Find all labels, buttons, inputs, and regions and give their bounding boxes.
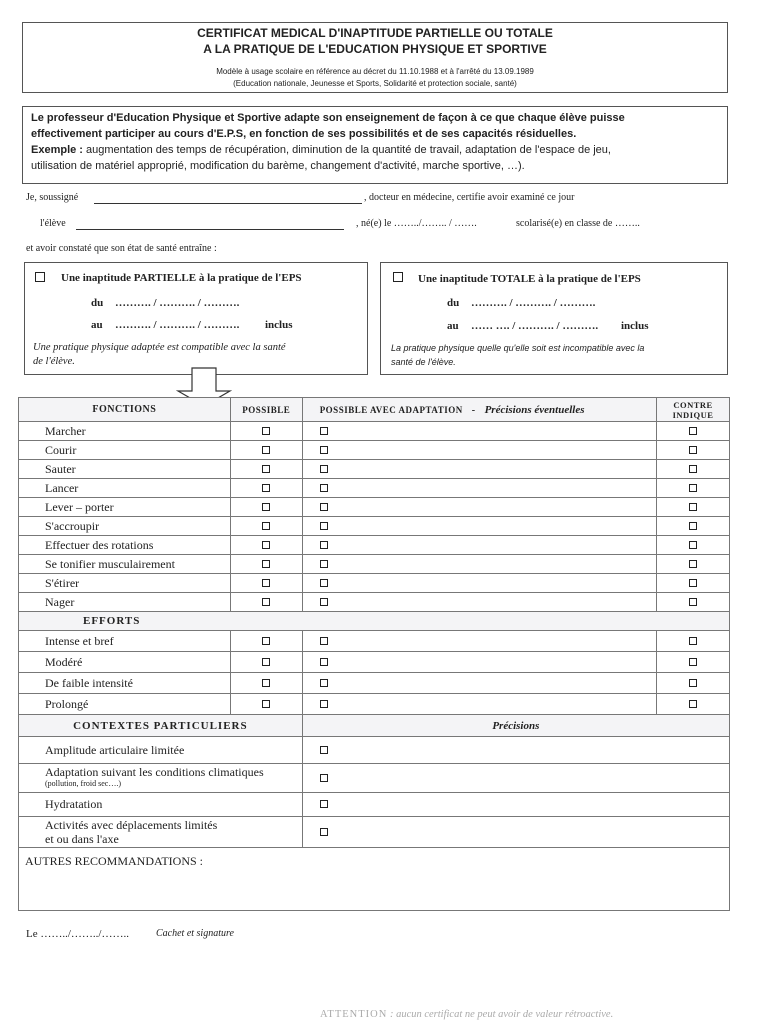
- contexte-label: Amplitude articulaire limitée: [19, 737, 303, 764]
- col-fonctions: FONCTIONS: [19, 398, 231, 422]
- intro-line3-text: augmentation des temps de récupération, diminution de la quantité de travail, adaptation de l'espace de jeu,: [82, 144, 611, 156]
- possible-cell: [230, 652, 302, 673]
- possible-checkbox[interactable]: [262, 658, 270, 666]
- col-adaptation-cell: [302, 398, 656, 422]
- adaptation-cell[interactable]: [302, 631, 656, 652]
- adaptation-cell[interactable]: [302, 498, 656, 517]
- adaptation-cell[interactable]: [302, 555, 656, 574]
- totale-inclus: inclus: [621, 320, 649, 332]
- adaptation-checkbox[interactable]: [320, 658, 328, 666]
- contre-indique-checkbox[interactable]: [689, 637, 697, 645]
- efforts-section-row: [19, 612, 730, 631]
- contexte-row-hydratation: [19, 793, 730, 817]
- contexte-deplacement-line2: et ou dans l'axe: [45, 832, 119, 846]
- possible-cell: [230, 460, 302, 479]
- possible-cell: [230, 555, 302, 574]
- efforts-title: EFFORTS: [19, 612, 730, 631]
- col-separator: -: [471, 405, 476, 416]
- totale-au-value[interactable]: …… …. / ………. / ……….: [471, 320, 599, 332]
- possible-checkbox[interactable]: [262, 637, 270, 645]
- adaptation-checkbox[interactable]: [320, 598, 328, 606]
- possible-checkbox[interactable]: [262, 522, 270, 530]
- possible-checkbox[interactable]: [262, 465, 270, 473]
- efforts-body: [19, 631, 730, 715]
- possible-cell: [230, 498, 302, 517]
- table-row: [19, 498, 730, 517]
- fonctions-body: [19, 422, 730, 612]
- adaptation-cell[interactable]: [302, 652, 656, 673]
- adaptation-checkbox[interactable]: [320, 484, 328, 492]
- date-field[interactable]: Le ……../……../……..: [26, 928, 129, 940]
- header-box: [22, 22, 728, 93]
- row-label: Marcher: [19, 422, 231, 441]
- attention-note: [320, 1009, 613, 1020]
- row-label: Effectuer des rotations: [19, 536, 231, 555]
- table-row: [19, 555, 730, 574]
- contexte-climat-line2: (pollution, froid sec….): [45, 779, 121, 788]
- adaptation-cell[interactable]: [302, 479, 656, 498]
- contre-indique-cell: [657, 593, 730, 612]
- adaptation-cell[interactable]: [302, 574, 656, 593]
- table-row: [19, 652, 730, 673]
- totale-note-line1: La pratique physique quelle qu'elle soit est incompatible avec la: [391, 343, 645, 353]
- totale-note-line2: santé de l'élève.: [391, 357, 456, 367]
- contexte-check-cell: [302, 764, 729, 793]
- row-label: Modéré: [19, 652, 231, 673]
- adaptation-cell[interactable]: [302, 517, 656, 536]
- contre-indique-cell: [657, 555, 730, 574]
- contextes-section-row: [19, 715, 730, 737]
- possible-checkbox[interactable]: [262, 679, 270, 687]
- partielle-box: [24, 262, 368, 375]
- row-label: Lancer: [19, 479, 231, 498]
- contre-indique-checkbox[interactable]: [689, 427, 697, 435]
- partielle-du-value[interactable]: ………. / ………. / ……….: [115, 297, 240, 309]
- contexte-row-deplacement: [19, 817, 730, 848]
- constate-text: et avoir constaté que son état de santé entraîne :: [26, 243, 217, 254]
- possible-checkbox[interactable]: [262, 446, 270, 454]
- fonctions-table: [18, 397, 730, 911]
- possible-checkbox[interactable]: [262, 700, 270, 708]
- adaptation-checkbox[interactable]: [320, 541, 328, 549]
- contextes-title: CONTEXTES PARTICULIERS: [19, 715, 303, 737]
- table-row: [19, 593, 730, 612]
- partielle-au-label: au: [91, 319, 103, 331]
- contre-indique-checkbox[interactable]: [689, 541, 697, 549]
- contre-indique-checkbox[interactable]: [689, 579, 697, 587]
- attention-label: ATTENTION: [320, 1009, 388, 1020]
- col-precisions: Précisions éventuelles: [484, 404, 585, 416]
- contexte-row-climat: [19, 764, 730, 793]
- adaptation-cell[interactable]: [302, 694, 656, 715]
- possible-checkbox[interactable]: [262, 579, 270, 587]
- partielle-note-line2: de l'élève.: [33, 356, 75, 367]
- col-contre-line2: INDIQUE: [672, 409, 714, 420]
- adaptation-checkbox[interactable]: [320, 637, 328, 645]
- row-label: Prolongé: [19, 694, 231, 715]
- contexte-checkbox-climat[interactable]: [320, 774, 328, 782]
- contre-indique-checkbox[interactable]: [689, 658, 697, 666]
- example-label: Exemple :: [31, 144, 83, 156]
- contre-indique-checkbox[interactable]: [689, 503, 697, 511]
- contre-indique-checkbox[interactable]: [689, 679, 697, 687]
- possible-cell: [230, 422, 302, 441]
- title-line1: CERTIFICAT MEDICAL D'INAPTITUDE PARTIELLE OU TOTALE: [197, 26, 553, 40]
- row-label: Intense et bref: [19, 631, 231, 652]
- table-row: [19, 574, 730, 593]
- contexte-checkbox-amplitude[interactable]: [320, 746, 328, 754]
- partielle-note-line1: Une pratique physique adaptée est compatible avec la santé: [33, 342, 286, 353]
- possible-cell: [230, 441, 302, 460]
- possible-checkbox[interactable]: [262, 541, 270, 549]
- row-label: Sauter: [19, 460, 231, 479]
- contexte-deplacement-line1: Activités avec déplacements limités: [45, 818, 218, 832]
- docteur-text: , docteur en médecine, certifie avoir examiné ce jour: [364, 192, 575, 203]
- nee-text: , né(e) le ……../…….. / …….: [356, 218, 477, 229]
- subtitle-line1: Modèle à usage scolaire en référence au décret du 11.10.1988 et à l'arrêté du 13.09.1989: [216, 67, 534, 76]
- col-contre-line1: CONTRE: [673, 399, 713, 410]
- contre-indique-checkbox[interactable]: [689, 560, 697, 568]
- contexte-checkbox-deplacement[interactable]: [320, 828, 328, 836]
- scolarise-text: scolarisé(e) en classe de ……..: [516, 218, 640, 229]
- partielle-checkbox[interactable]: [35, 272, 45, 282]
- totale-box: [380, 262, 728, 375]
- autres-row: [19, 848, 730, 911]
- contre-indique-checkbox[interactable]: [689, 598, 697, 606]
- contre-indique-cell: [657, 498, 730, 517]
- contexte-row-amplitude: [19, 737, 730, 764]
- contexte-checkbox-hydratation[interactable]: [320, 800, 328, 808]
- table-row: [19, 673, 730, 694]
- possible-checkbox[interactable]: [262, 560, 270, 568]
- adaptation-cell[interactable]: [302, 460, 656, 479]
- table-row: [19, 479, 730, 498]
- intro-box: [22, 106, 728, 184]
- soussigne-label: Je, soussigné: [26, 192, 79, 203]
- contre-indique-cell: [657, 479, 730, 498]
- contexte-check-cell: [302, 737, 729, 764]
- adaptation-cell[interactable]: [302, 593, 656, 612]
- attention-text: : aucun certificat ne peut avoir de valeur rétroactive.: [387, 1009, 614, 1020]
- row-label: De faible intensité: [19, 673, 231, 694]
- adaptation-cell[interactable]: [302, 441, 656, 460]
- partielle-du-label: du: [91, 297, 104, 309]
- soussigne-field[interactable]: [94, 203, 362, 204]
- contre-indique-checkbox[interactable]: [689, 446, 697, 454]
- title-line2: A LA PRATIQUE DE L'EDUCATION PHYSIQUE ET SPORTIVE: [203, 42, 547, 56]
- possible-cell: [230, 536, 302, 555]
- partielle-inclus: inclus: [265, 319, 293, 331]
- contexte-climat-line1: Adaptation suivant les conditions climatiques: [45, 765, 264, 779]
- totale-checkbox[interactable]: [393, 272, 403, 282]
- row-label: Nager: [19, 593, 231, 612]
- contexte-check-cell: [302, 793, 729, 817]
- adaptation-checkbox[interactable]: [320, 679, 328, 687]
- adaptation-checkbox[interactable]: [320, 465, 328, 473]
- contextes-precisions: Précisions: [302, 715, 729, 737]
- possible-cell: [230, 673, 302, 694]
- autres-label: AUTRES RECOMMANDATIONS :: [25, 854, 204, 868]
- contre-indique-cell: [657, 673, 730, 694]
- autres-recommandations-field[interactable]: [19, 848, 730, 911]
- possible-cell: [230, 694, 302, 715]
- adaptation-checkbox[interactable]: [320, 503, 328, 511]
- possible-cell: [230, 574, 302, 593]
- possible-checkbox[interactable]: [262, 484, 270, 492]
- cachet-signature: Cachet et signature: [156, 928, 234, 939]
- possible-checkbox[interactable]: [262, 427, 270, 435]
- contre-indique-checkbox[interactable]: [689, 465, 697, 473]
- row-label: Se tonifier musculairement: [19, 555, 231, 574]
- table-header-row: [19, 398, 730, 422]
- contre-indique-cell: [657, 574, 730, 593]
- table-row: [19, 536, 730, 555]
- partielle-au-value[interactable]: ………. / ………. / ……….: [115, 319, 240, 331]
- possible-cell: [230, 593, 302, 612]
- intro-line3: [31, 144, 611, 156]
- adaptation-checkbox[interactable]: [320, 560, 328, 568]
- partielle-title: Une inaptitude PARTIELLE à la pratique de l'EPS: [61, 272, 302, 284]
- contre-indique-cell: [657, 460, 730, 479]
- subtitle-line2: (Education nationale, Jeunesse et Sports, Solidarité et protection sociale, santé): [233, 79, 517, 88]
- adaptation-cell[interactable]: [302, 673, 656, 694]
- col-contre-indique: [657, 398, 730, 422]
- contre-indique-cell: [657, 652, 730, 673]
- table-row: [19, 631, 730, 652]
- contexte-label: Hydratation: [19, 793, 303, 817]
- adaptation-checkbox[interactable]: [320, 579, 328, 587]
- contre-indique-cell: [657, 536, 730, 555]
- contre-indique-checkbox[interactable]: [689, 484, 697, 492]
- eleve-field[interactable]: [76, 229, 344, 230]
- contre-indique-cell: [657, 517, 730, 536]
- adaptation-checkbox[interactable]: [320, 427, 328, 435]
- intro-line4: utilisation de matériel approprié, modification du barème, changement d'activité, marche sportive, …).: [31, 160, 525, 172]
- contre-indique-checkbox[interactable]: [689, 522, 697, 530]
- contre-indique-cell: [657, 422, 730, 441]
- possible-cell: [230, 631, 302, 652]
- totale-au-label: au: [447, 320, 459, 332]
- adaptation-checkbox[interactable]: [320, 700, 328, 708]
- possible-cell: [230, 517, 302, 536]
- adaptation-checkbox[interactable]: [320, 522, 328, 530]
- col-adaptation: POSSIBLE AVEC ADAPTATION: [319, 405, 463, 415]
- totale-du-label: du: [447, 297, 460, 309]
- row-label: S'étirer: [19, 574, 231, 593]
- contre-indique-checkbox[interactable]: [689, 700, 697, 708]
- contexte-label-deplacement: [19, 817, 303, 848]
- adaptation-cell[interactable]: [302, 536, 656, 555]
- adaptation-checkbox[interactable]: [320, 446, 328, 454]
- contre-indique-cell: [657, 631, 730, 652]
- intro-line2: effectivement participer au cours d'E.P.S, en fonction de ses possibilités et de ses capacités résiduelles.: [31, 128, 577, 140]
- contre-indique-cell: [657, 441, 730, 460]
- table-row: [19, 422, 730, 441]
- possible-checkbox[interactable]: [262, 503, 270, 511]
- contexte-label-climat: [19, 764, 303, 793]
- totale-title: Une inaptitude TOTALE à la pratique de l'EPS: [418, 273, 641, 285]
- eleve-label: l'élève: [40, 218, 66, 229]
- row-label: Courir: [19, 441, 231, 460]
- row-label: Lever – porter: [19, 498, 231, 517]
- possible-cell: [230, 479, 302, 498]
- contre-indique-cell: [657, 694, 730, 715]
- possible-checkbox[interactable]: [262, 598, 270, 606]
- row-label: S'accroupir: [19, 517, 231, 536]
- col-possible: POSSIBLE: [230, 398, 302, 422]
- table-row: [19, 517, 730, 536]
- table-row: [19, 460, 730, 479]
- adaptation-cell[interactable]: [302, 422, 656, 441]
- table-row: [19, 441, 730, 460]
- totale-du-value[interactable]: ………. / ………. / ……….: [471, 297, 596, 309]
- contexte-check-cell: [302, 817, 729, 848]
- table-row: [19, 694, 730, 715]
- intro-line1: Le professeur d'Education Physique et Sportive adapte son enseignement de façon à ce que chaque élève puisse: [31, 112, 625, 124]
